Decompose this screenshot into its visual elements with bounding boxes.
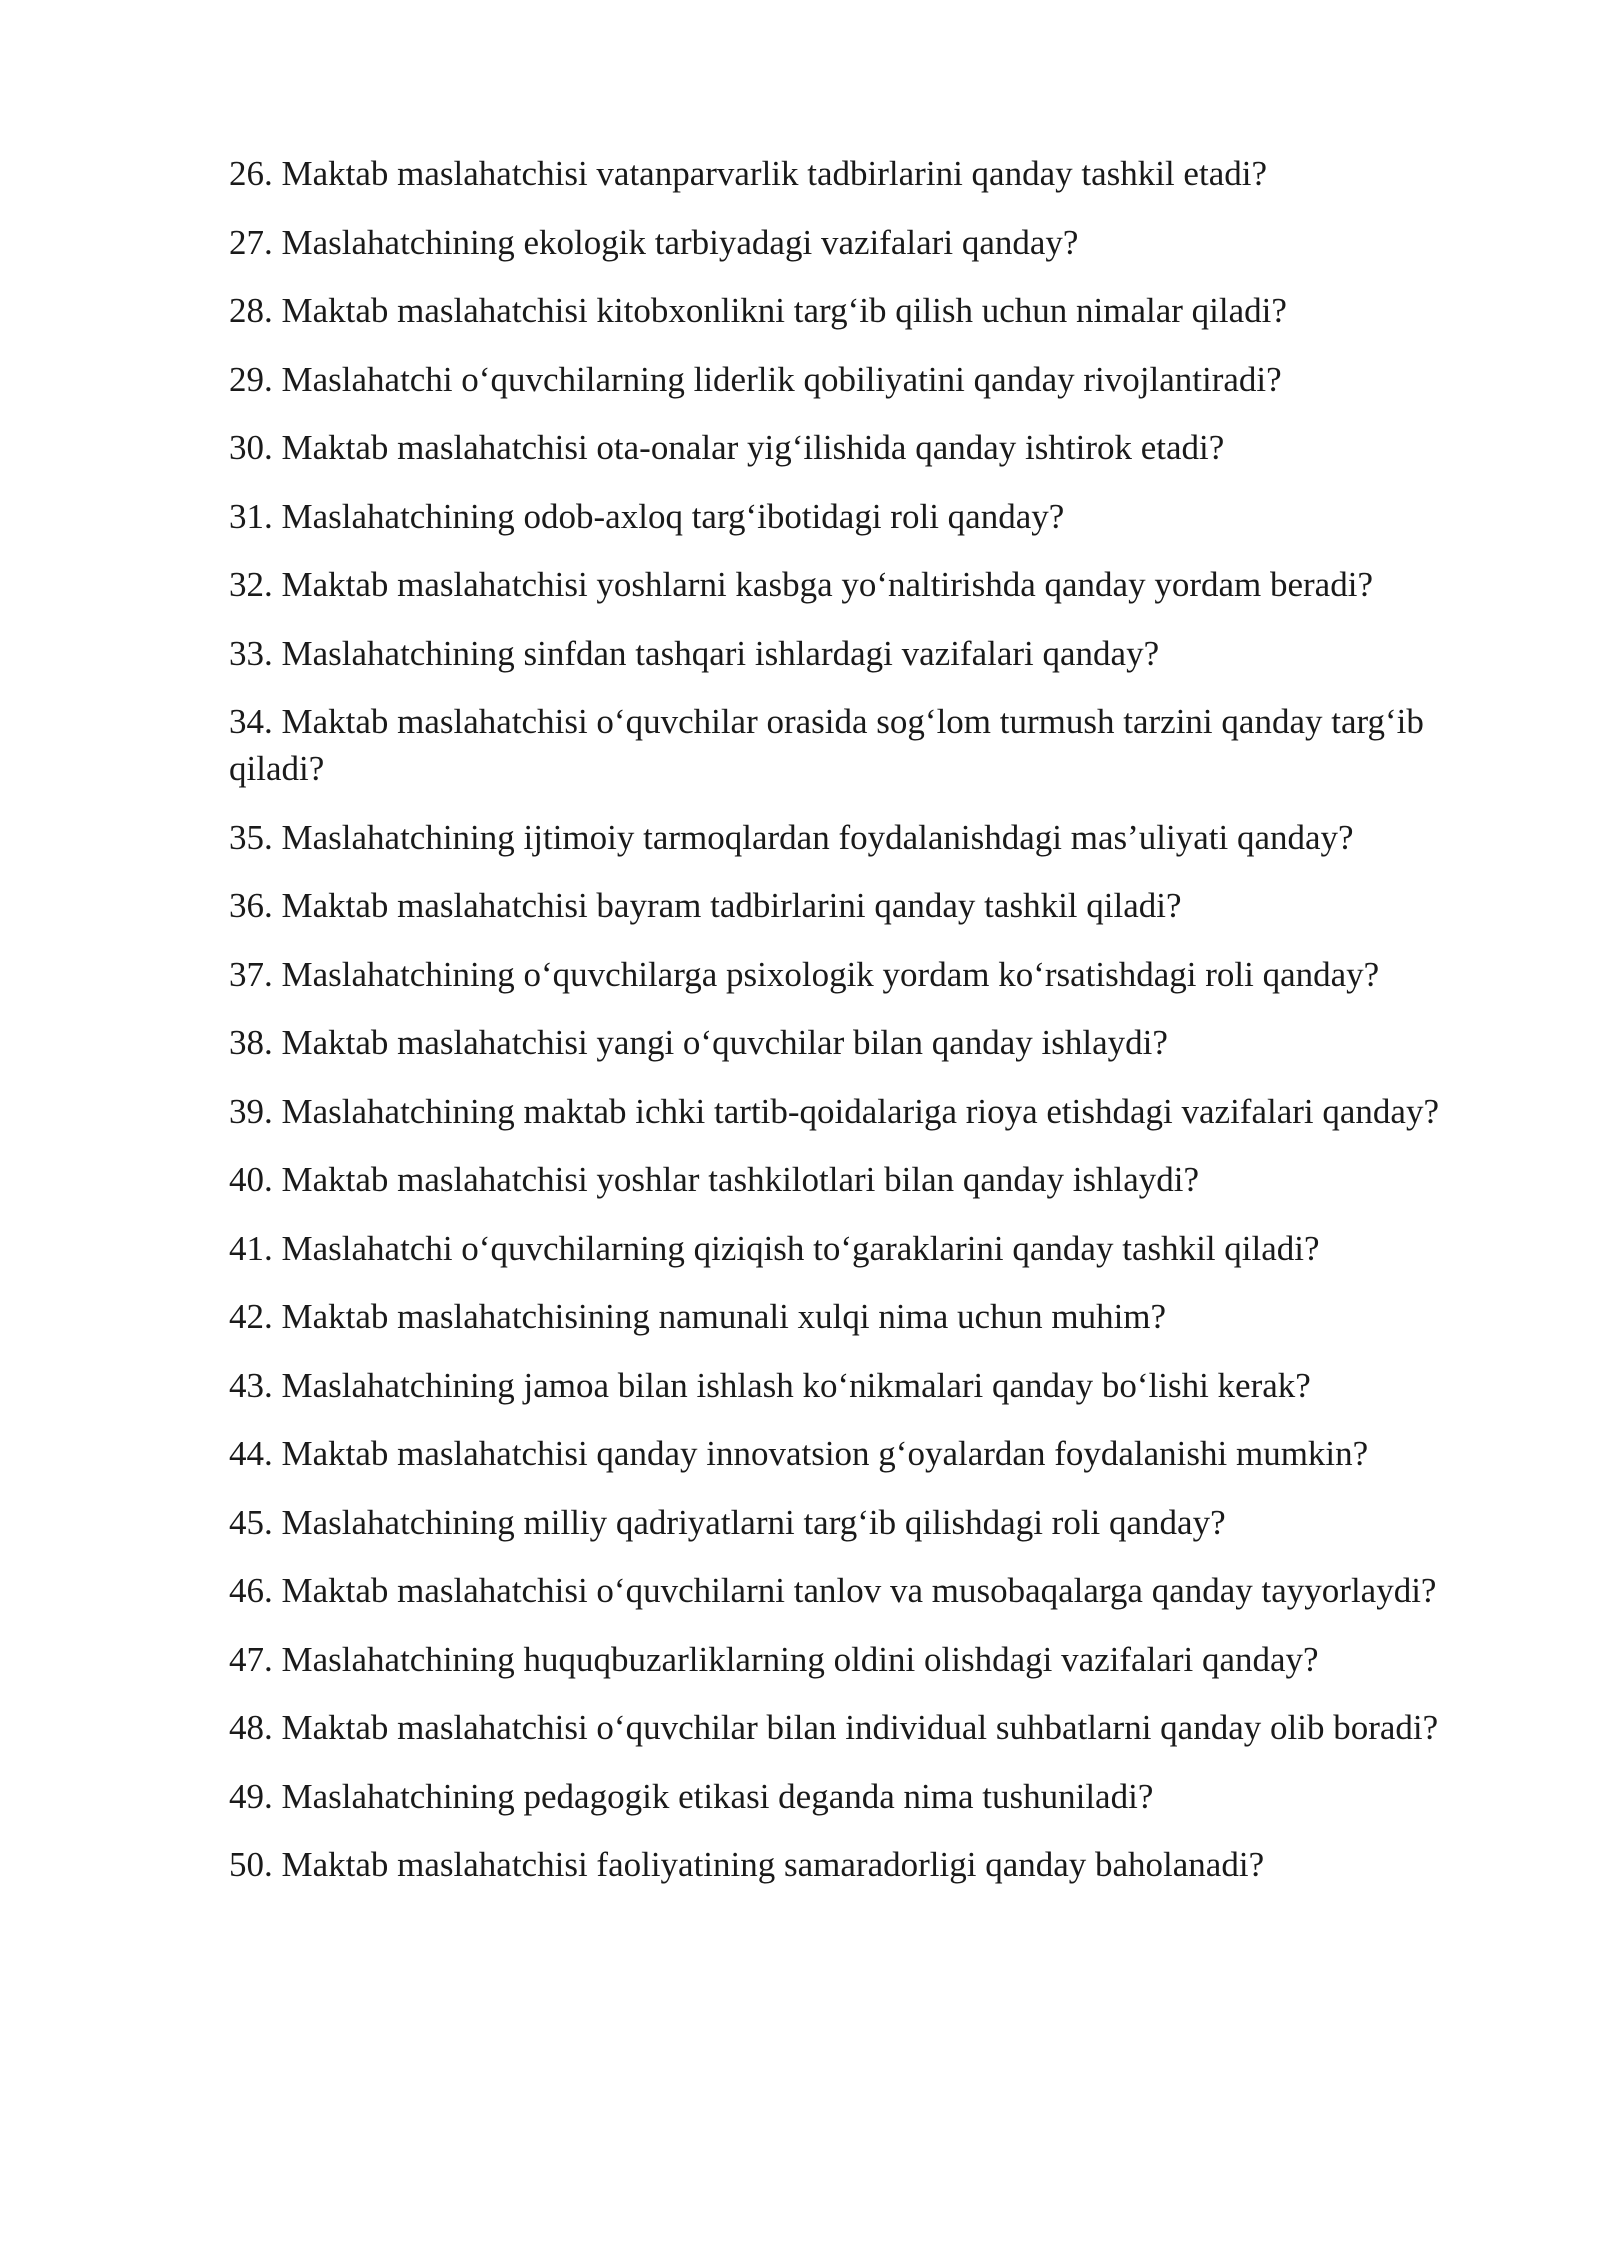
question-item: 45. Maslahatchining milliy qadriyatlarni targ‘ib qilishdagi roli qanday? bbox=[229, 1502, 1226, 1542]
question-item: 34. Maktab maslahatchisi o‘quvchilar orasida sog‘lom turmush tarzini qanday targ‘ib qiladi? bbox=[229, 702, 1424, 788]
question-item: 38. Maktab maslahatchisi yangi o‘quvchilar bilan qanday ishlaydi? bbox=[229, 1023, 1168, 1062]
question-item: 36. Maktab maslahatchisi bayram tadbirlarini qanday tashkil qiladi? bbox=[229, 886, 1182, 925]
question-item: 27. Maslahatchining ekologik tarbiyadagi vazifalari qanday? bbox=[229, 222, 1079, 262]
question-item: 33. Maslahatchining sinfdan tashqari ishlardagi vazifalari qanday? bbox=[229, 633, 1160, 673]
question-item: 37. Maslahatchining o‘quvchilarga psixologik yordam ko‘rsatishdagi roli qanday? bbox=[229, 954, 1380, 994]
question-item: 39. Maslahatchining maktab ichki tartib-qoidalariga rioya etishdagi vazifalari qanday? bbox=[229, 1091, 1439, 1131]
question-item: 40. Maktab maslahatchisi yoshlar tashkilotlari bilan qanday ishlaydi? bbox=[229, 1160, 1200, 1199]
question-item: 32. Maktab maslahatchisi yoshlarni kasbga yo‘naltirishda qanday yordam beradi? bbox=[229, 565, 1373, 604]
question-item: 31. Maslahatchining odob-axloq targ‘ibotidagi roli qanday? bbox=[229, 496, 1065, 536]
question-item: 46. Maktab maslahatchisi o‘quvchilarni tanlov va musobaqalarga qanday tayyorlaydi? bbox=[229, 1571, 1437, 1610]
question-item: 47. Maslahatchining huquqbuzarliklarning oldini olishdagi vazifalari qanday? bbox=[229, 1639, 1319, 1679]
question-item: 26. Maktab maslahatchisi vatanparvarlik tadbirlarini qanday tashkil etadi? bbox=[229, 154, 1267, 193]
question-item: 30. Maktab maslahatchisi ota-onalar yig‘ilishida qanday ishtirok etadi? bbox=[229, 428, 1225, 467]
question-item: 41. Maslahatchi o‘quvchilarning qiziqish to‘garaklarini qanday tashkil qiladi? bbox=[229, 1228, 1320, 1268]
question-item: 42. Maktab maslahatchisining namunali xulqi nima uchun muhim? bbox=[229, 1297, 1167, 1336]
question-item: 48. Maktab maslahatchisi o‘quvchilar bilan individual suhbatlarni qanday olib boradi? bbox=[229, 1708, 1439, 1747]
question-list bbox=[229, 150, 1479, 1910]
question-item: 44. Maktab maslahatchisi qanday innovatsion g‘oyalardan foydalanishi mumkin? bbox=[229, 1434, 1369, 1473]
question-item: 49. Maslahatchining pedagogik etikasi deganda nima tushuniladi? bbox=[229, 1776, 1154, 1816]
question-item: 28. Maktab maslahatchisi kitobxonlikni targ‘ib qilish uchun nimalar qiladi? bbox=[229, 291, 1287, 330]
question-item: 50. Maktab maslahatchisi faoliyatining samaradorligi qanday baholanadi? bbox=[229, 1845, 1265, 1884]
question-item: 35. Maslahatchining ijtimoiy tarmoqlardan foydalanishdagi mas’uliyati qanday? bbox=[229, 817, 1354, 857]
question-item: 43. Maslahatchining jamoa bilan ishlash ko‘nikmalari qanday bo‘lishi kerak? bbox=[229, 1365, 1311, 1405]
question-item: 29. Maslahatchi o‘quvchilarning liderlik qobiliyatini qanday rivojlantiradi? bbox=[229, 359, 1282, 399]
